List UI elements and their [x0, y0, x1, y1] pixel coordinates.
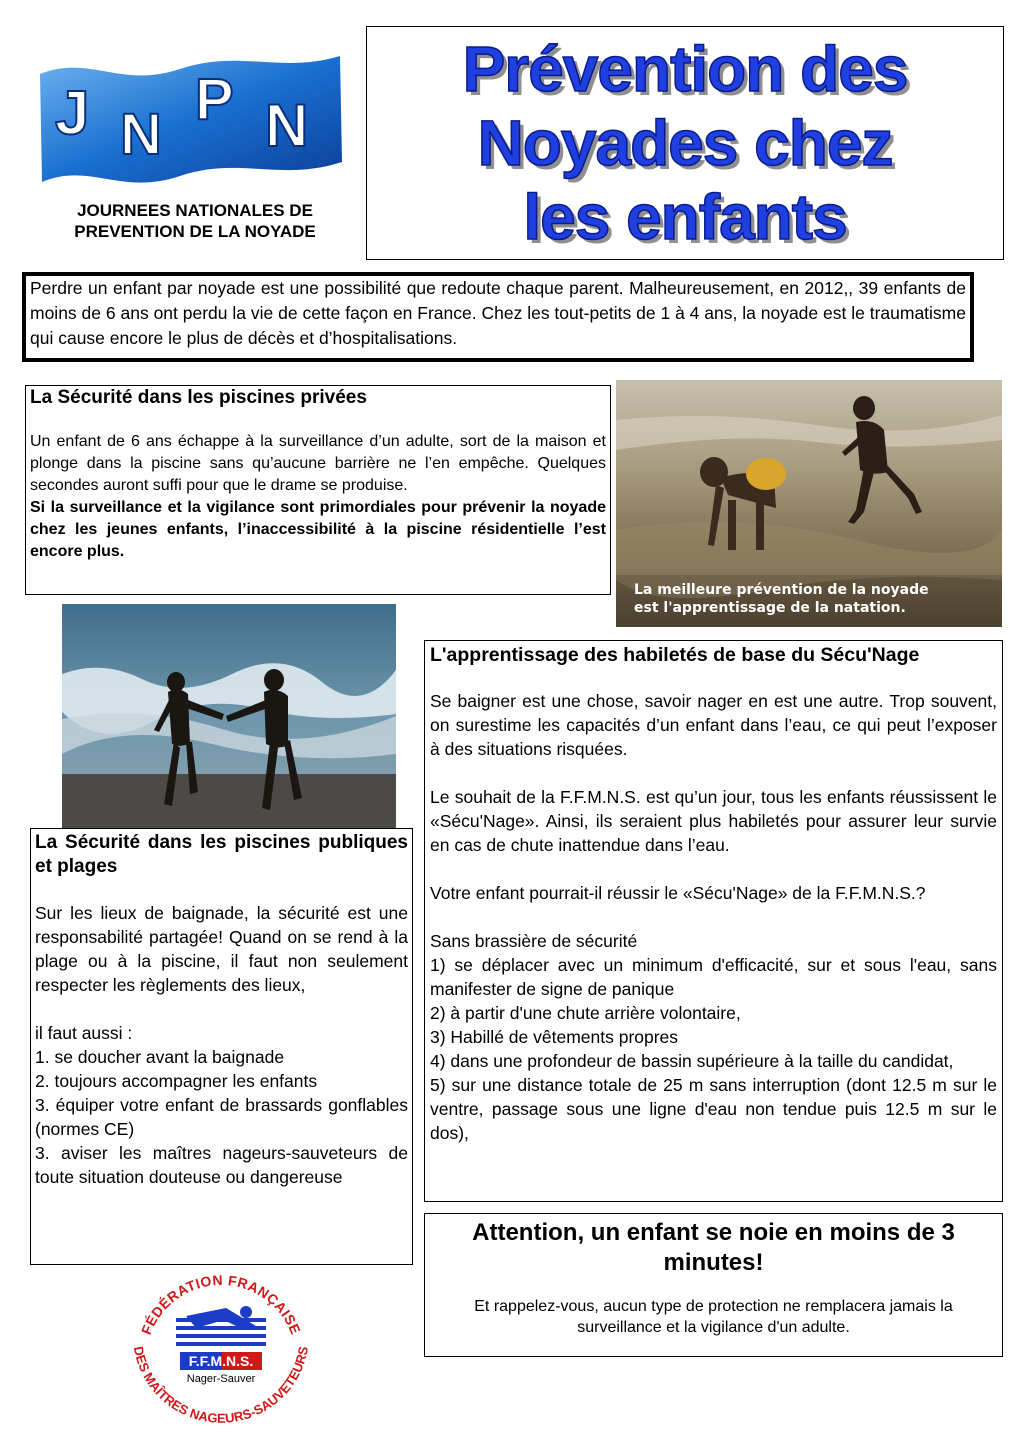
intro-text: Perdre un enfant par noyade est une possibilité que redoute chaque parent. Malheureusement, en 2012,, 39 enfants de moins de 6 ans ont perdu la vie de cette façon en France. Chez les tout-petits de 1 à 4 ans, la noyade est le traumatisme qui cause encore le plus de décès et d’hospitalisations.: [30, 278, 966, 348]
title-line3: les enfants: [523, 181, 847, 253]
list-item: 2) à partir d'une chute arrière volontaire,: [430, 1003, 741, 1023]
list-item: 3) Habillé de vêtements propres: [430, 1027, 679, 1047]
public-pools-title: La Sécurité dans les piscines publiques et plages: [35, 832, 408, 877]
logo-caption-line2: PREVENTION DE LA NOYADE: [74, 222, 316, 241]
secunage-p1: Se baigner est une chose, savoir nager en est une autre. Trop souvent, on surestime les capacités d’un enfant dans l’eau, ce qui peut l’exposer à des situations risquées.: [430, 691, 997, 759]
intro-box: [22, 272, 974, 362]
ffmns-acronym: F.F.M.N.S.: [188, 1353, 254, 1369]
logo-letter-p: P: [195, 67, 234, 132]
warning-text: Et rappelez-vous, aucun type de protection ne remplacera jamais la surveillance et la vigilance d'un adulte.: [474, 1298, 953, 1336]
ffmns-ring-bottom: DES MAÎTRES NAGEURS-SAUVETEURS: [130, 1345, 312, 1426]
list-item: 4) dans une profondeur de bassin supérieure à la taille du candidat,: [430, 1051, 954, 1071]
title-line1: Prévention des: [462, 33, 908, 105]
secunage-list-intro: Sans brassière de sécurité: [430, 931, 638, 951]
private-pools-emphasis: Si la surveillance et la vigilance sont primordiales pour prévenir la noyade chez les jeunes enfants, l’inaccessibilité à la piscine résidentielle l’est encore plus.: [30, 499, 606, 560]
page-title: [463, 32, 908, 254]
list-item: 3. équiper votre enfant de brassards gonflables (normes CE): [35, 1095, 408, 1139]
list-item: 2. toujours accompagner les enfants: [35, 1071, 318, 1091]
title-line2: Noyades chez: [477, 107, 893, 179]
list-item: 1) se déplacer avec un minimum d'efficacité, sur et sous l'eau, sans manifester de signe de panique: [430, 955, 997, 999]
warning-box: [424, 1213, 1003, 1357]
logo-letter-n2: N: [265, 92, 309, 159]
beach-children-photo: [616, 380, 1002, 627]
secunage-title: L'apprentissage des habiletés de base du Sécu'Nage: [430, 644, 920, 666]
public-pools-section: [30, 828, 413, 1265]
list-item: 5) sur une distance totale de 25 m sans interruption (dont 12.5 m sur le ventre, passage sous une ligne d'eau non tendue puis 12.5 m sur le dos),: [430, 1075, 997, 1143]
logo-letter-n1: N: [120, 102, 162, 167]
waves-children-photo: [62, 604, 396, 828]
warning-title: Attention, un enfant se noie en moins de 3 minutes!: [472, 1219, 955, 1276]
photo-caption-line1: La meilleure prévention de la noyade: [634, 582, 929, 598]
secunage-p2: Le souhait de la F.F.M.N.S. est qu’un jour, tous les enfants réussissent le «Sécu'Nage». Ainsi, ils seraient plus habiletés pour assurer leur survie en cas de chute inattendue dans l’eau.: [430, 787, 997, 855]
secunage-section: [424, 640, 1003, 1202]
list-item: 1. se doucher avant la baignade: [35, 1047, 285, 1067]
public-pools-body: Sur les lieux de baignade, la sécurité est une responsabilité partagée! Quand on se rend à la plage ou à la piscine, il faut non seulement respecter les règlements des lieux,: [35, 903, 408, 995]
secunage-p3: Votre enfant pourrait-il réussir le «Sécu'Nage» de la F.F.M.N.S.?: [430, 883, 926, 903]
public-pools-list-intro: il faut aussi :: [35, 1023, 133, 1043]
ffmns-logo: [126, 1268, 316, 1440]
logo-caption: [30, 200, 360, 242]
ffmns-ring-top: FÉDÉRATION FRANÇAISE: [137, 1271, 305, 1337]
jnpn-logo: [30, 44, 350, 194]
private-pools-section: [25, 385, 611, 595]
ffmns-tagline: Nager-Sauver: [186, 1373, 256, 1385]
private-pools-title: La Sécurité dans les piscines privées: [30, 387, 367, 408]
private-pools-body: Un enfant de 6 ans échappe à la surveillance d’un adulte, sort de la maison et plonge dans la piscine sans qu’aucune barrière ne l’en empêche. Quelques secondes auront suffi pour que le drame se produise.: [30, 433, 606, 494]
list-item: 3. aviser les maîtres nageurs-sauveteurs de toute situation douteuse ou dangereuse: [35, 1143, 408, 1187]
title-box: [366, 26, 1004, 260]
photo-caption-line2: est l'apprentissage de la natation.: [634, 600, 906, 616]
logo-caption-line1: JOURNEES NATIONALES DE: [77, 201, 313, 220]
logo-letter-j: J: [55, 79, 90, 148]
